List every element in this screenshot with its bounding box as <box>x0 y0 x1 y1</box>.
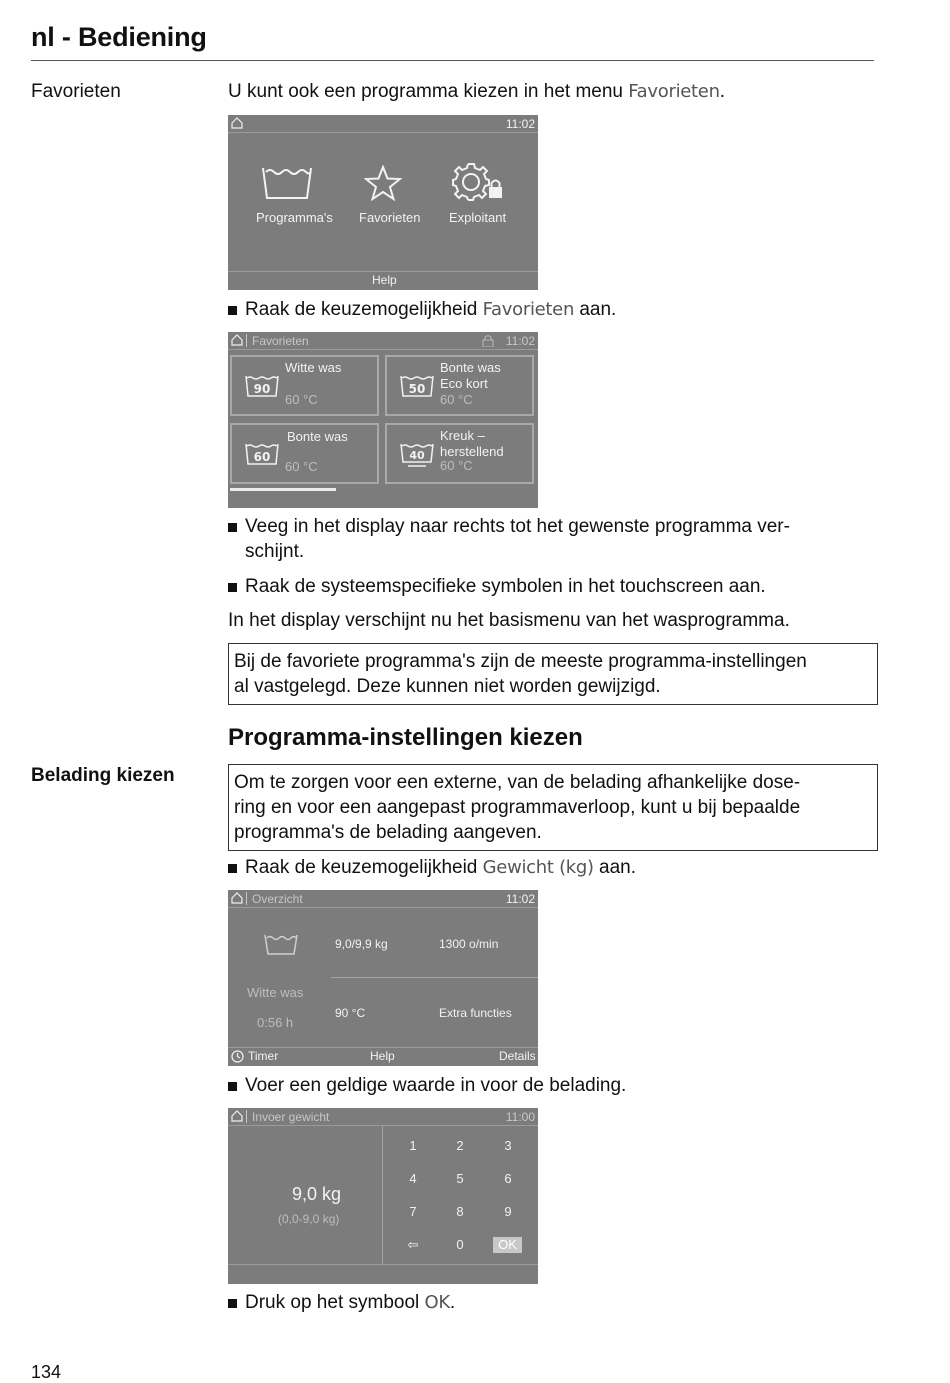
step-belading-1 <box>228 855 868 880</box>
scroll-indicator[interactable] <box>230 488 336 491</box>
tile-name-2: herstellend <box>440 444 504 459</box>
step-display-term: Gewicht (kg) <box>482 857 594 878</box>
help-button[interactable]: Help <box>370 1049 395 1063</box>
header-divider <box>31 60 874 61</box>
clock-icon[interactable] <box>231 1050 244 1063</box>
intro-display-term: Favorieten <box>628 81 720 102</box>
step-end: . <box>449 1292 456 1313</box>
tile-name-2: Eco kort <box>440 376 488 391</box>
step-belading-2: Voer een geldige waarde in voor de belading. <box>228 1073 868 1098</box>
status-divider <box>228 907 538 908</box>
weight-range: (0,0-9,0 kg) <box>278 1212 340 1226</box>
option-divider <box>331 977 538 978</box>
key-3[interactable]: 3 <box>504 1138 512 1153</box>
status-bar <box>228 115 538 132</box>
note-line: Om te zorgen voor een externe, van de belading afhankelijke dose- <box>234 772 801 793</box>
tile-temp: 60 °C <box>285 459 318 474</box>
title-separator <box>246 892 247 905</box>
tile-name: Bonte was <box>440 360 501 375</box>
help-button[interactable]: Help <box>372 273 397 287</box>
home-icon[interactable] <box>231 334 243 346</box>
status-divider <box>228 1125 538 1126</box>
home-icon[interactable] <box>231 1110 243 1122</box>
step-text: Raak de keuzemogelijkheid <box>245 857 483 878</box>
note-line: Bij de favoriete programma's zijn de meeste programma-instellingen <box>234 651 807 672</box>
timer-button[interactable]: Timer <box>248 1049 279 1063</box>
status-bar <box>228 332 538 349</box>
key-2[interactable]: 2 <box>456 1138 464 1153</box>
wash-50-icon <box>400 374 434 398</box>
footer-divider <box>228 1047 538 1048</box>
side-label-favorieten: Favorieten <box>31 81 121 102</box>
backspace-key[interactable]: ⇦ <box>407 1237 419 1252</box>
step-line: schijnt. <box>245 541 305 562</box>
home-icon[interactable] <box>231 117 243 129</box>
key-6[interactable]: 6 <box>504 1171 512 1186</box>
program-name: Witte was <box>247 985 304 1000</box>
home-icon[interactable] <box>231 892 243 904</box>
tile-name: Kreuk – <box>440 428 485 443</box>
step-favorieten-2 <box>228 514 868 564</box>
key-9[interactable]: 9 <box>504 1204 512 1219</box>
display-invoer-gewicht <box>228 1108 538 1284</box>
screen-title: Favorieten <box>252 334 309 348</box>
display-overzicht <box>228 890 538 1066</box>
wash-40-gentle-icon <box>400 442 434 468</box>
spin-option[interactable]: 1300 o/min <box>439 937 499 951</box>
svg-text:60: 60 <box>253 450 271 464</box>
star-icon[interactable] <box>364 165 402 201</box>
wash-tub-icon <box>264 933 298 955</box>
favorite-tile-bonte-was-eco[interactable] <box>385 355 534 416</box>
key-5[interactable]: 5 <box>456 1171 464 1186</box>
favorite-tile-bonte-was[interactable] <box>230 423 379 484</box>
step-display-term: Favorieten <box>482 299 575 320</box>
note-line: programma's de belading aangeven. <box>234 822 542 843</box>
tile-name: Bonte was <box>287 429 348 444</box>
program-duration: 0:56 h <box>257 1015 294 1030</box>
intro-paragraph <box>228 79 725 104</box>
clock: 11:02 <box>505 892 535 906</box>
menu-exploitant-label[interactable]: Exploitant <box>449 210 507 225</box>
page-title: nl - Bediening <box>31 22 207 52</box>
temperature-option[interactable]: 90 °C <box>335 1006 366 1020</box>
screen-title: Overzicht <box>252 892 303 906</box>
title-separator <box>246 1110 247 1123</box>
step-favorieten-3: Raak de systeemspecifieke symbolen in het touchscreen aan. <box>228 574 868 599</box>
tile-temp: 60 °C <box>285 392 318 407</box>
key-8[interactable]: 8 <box>456 1204 464 1219</box>
ok-button[interactable]: OK <box>493 1237 522 1253</box>
clock: 11:02 <box>505 334 535 348</box>
status-bar <box>228 1108 538 1125</box>
page-number: 134 <box>31 1362 62 1382</box>
key-4[interactable]: 4 <box>409 1171 417 1186</box>
title-separator <box>246 334 247 347</box>
details-button[interactable]: Details <box>499 1049 536 1063</box>
favorite-tile-witte-was[interactable] <box>230 355 379 416</box>
step-end: aan. <box>593 857 637 878</box>
clock: 11:02 <box>505 117 535 131</box>
step-belading-3 <box>228 1290 868 1315</box>
status-bar <box>228 890 538 907</box>
tile-temp: 60 °C <box>440 458 473 473</box>
step-line: Veeg in het display naar rechts tot het gewenste programma ver- <box>245 516 790 537</box>
footer-divider <box>228 271 538 272</box>
weight-value: 9,0 kg <box>292 1184 342 1204</box>
note-line: ring en voor een aangepast programmaverloop, kunt u bij bepaalde <box>234 797 801 818</box>
note-box-favorieten <box>228 643 878 705</box>
footer-divider <box>228 1264 538 1265</box>
screen-title: Invoer gewicht <box>252 1110 330 1124</box>
menu-favorieten-label[interactable]: Favorieten <box>359 210 421 225</box>
step-favorieten-1 <box>228 297 868 322</box>
display-main-menu <box>228 115 538 290</box>
side-label-belading: Belading kiezen <box>31 765 175 786</box>
keypad-divider <box>382 1126 383 1264</box>
svg-text:50: 50 <box>408 382 426 396</box>
gear-lock-icon[interactable] <box>452 163 506 203</box>
key-1[interactable]: 1 <box>409 1138 417 1153</box>
status-divider <box>228 349 538 350</box>
step-text: Raak de keuzemogelijkheid <box>245 299 483 320</box>
display-favorieten <box>228 332 538 508</box>
section-heading: Programma-instellingen kiezen <box>228 724 583 751</box>
wash-60-icon <box>245 442 279 466</box>
intro-end: . <box>719 81 725 102</box>
result-text: In het display verschijnt nu het basismenu van het wasprogramma. <box>228 610 790 631</box>
wash-tub-icon[interactable] <box>261 165 313 201</box>
intro-text: U kunt ook een programma kiezen in het menu <box>228 81 629 102</box>
wash-90-icon <box>245 374 279 398</box>
clock: 11:00 <box>505 1110 535 1124</box>
note-box-belading <box>228 764 878 851</box>
step-text: Druk op het symbool <box>245 1292 425 1313</box>
key-7[interactable]: 7 <box>409 1204 417 1219</box>
step-end: aan. <box>574 299 617 320</box>
lock-icon <box>482 334 494 347</box>
note-line: al vastgelegd. Deze kunnen niet worden gewijzigd. <box>234 676 661 697</box>
svg-text:90: 90 <box>253 382 271 396</box>
step-display-term: OK <box>424 1292 450 1313</box>
tile-temp: 60 °C <box>440 392 473 407</box>
weight-option[interactable]: 9,0/9,9 kg <box>335 937 388 951</box>
svg-text:40: 40 <box>409 449 425 462</box>
status-divider <box>228 132 538 133</box>
tile-name: Witte was <box>285 360 342 375</box>
menu-programmas-label[interactable]: Programma's <box>256 210 333 225</box>
extra-functions-option[interactable]: Extra functies <box>439 1006 512 1020</box>
favorite-tile-kreuk-herstellend[interactable] <box>385 423 534 484</box>
key-0[interactable]: 0 <box>456 1237 464 1252</box>
